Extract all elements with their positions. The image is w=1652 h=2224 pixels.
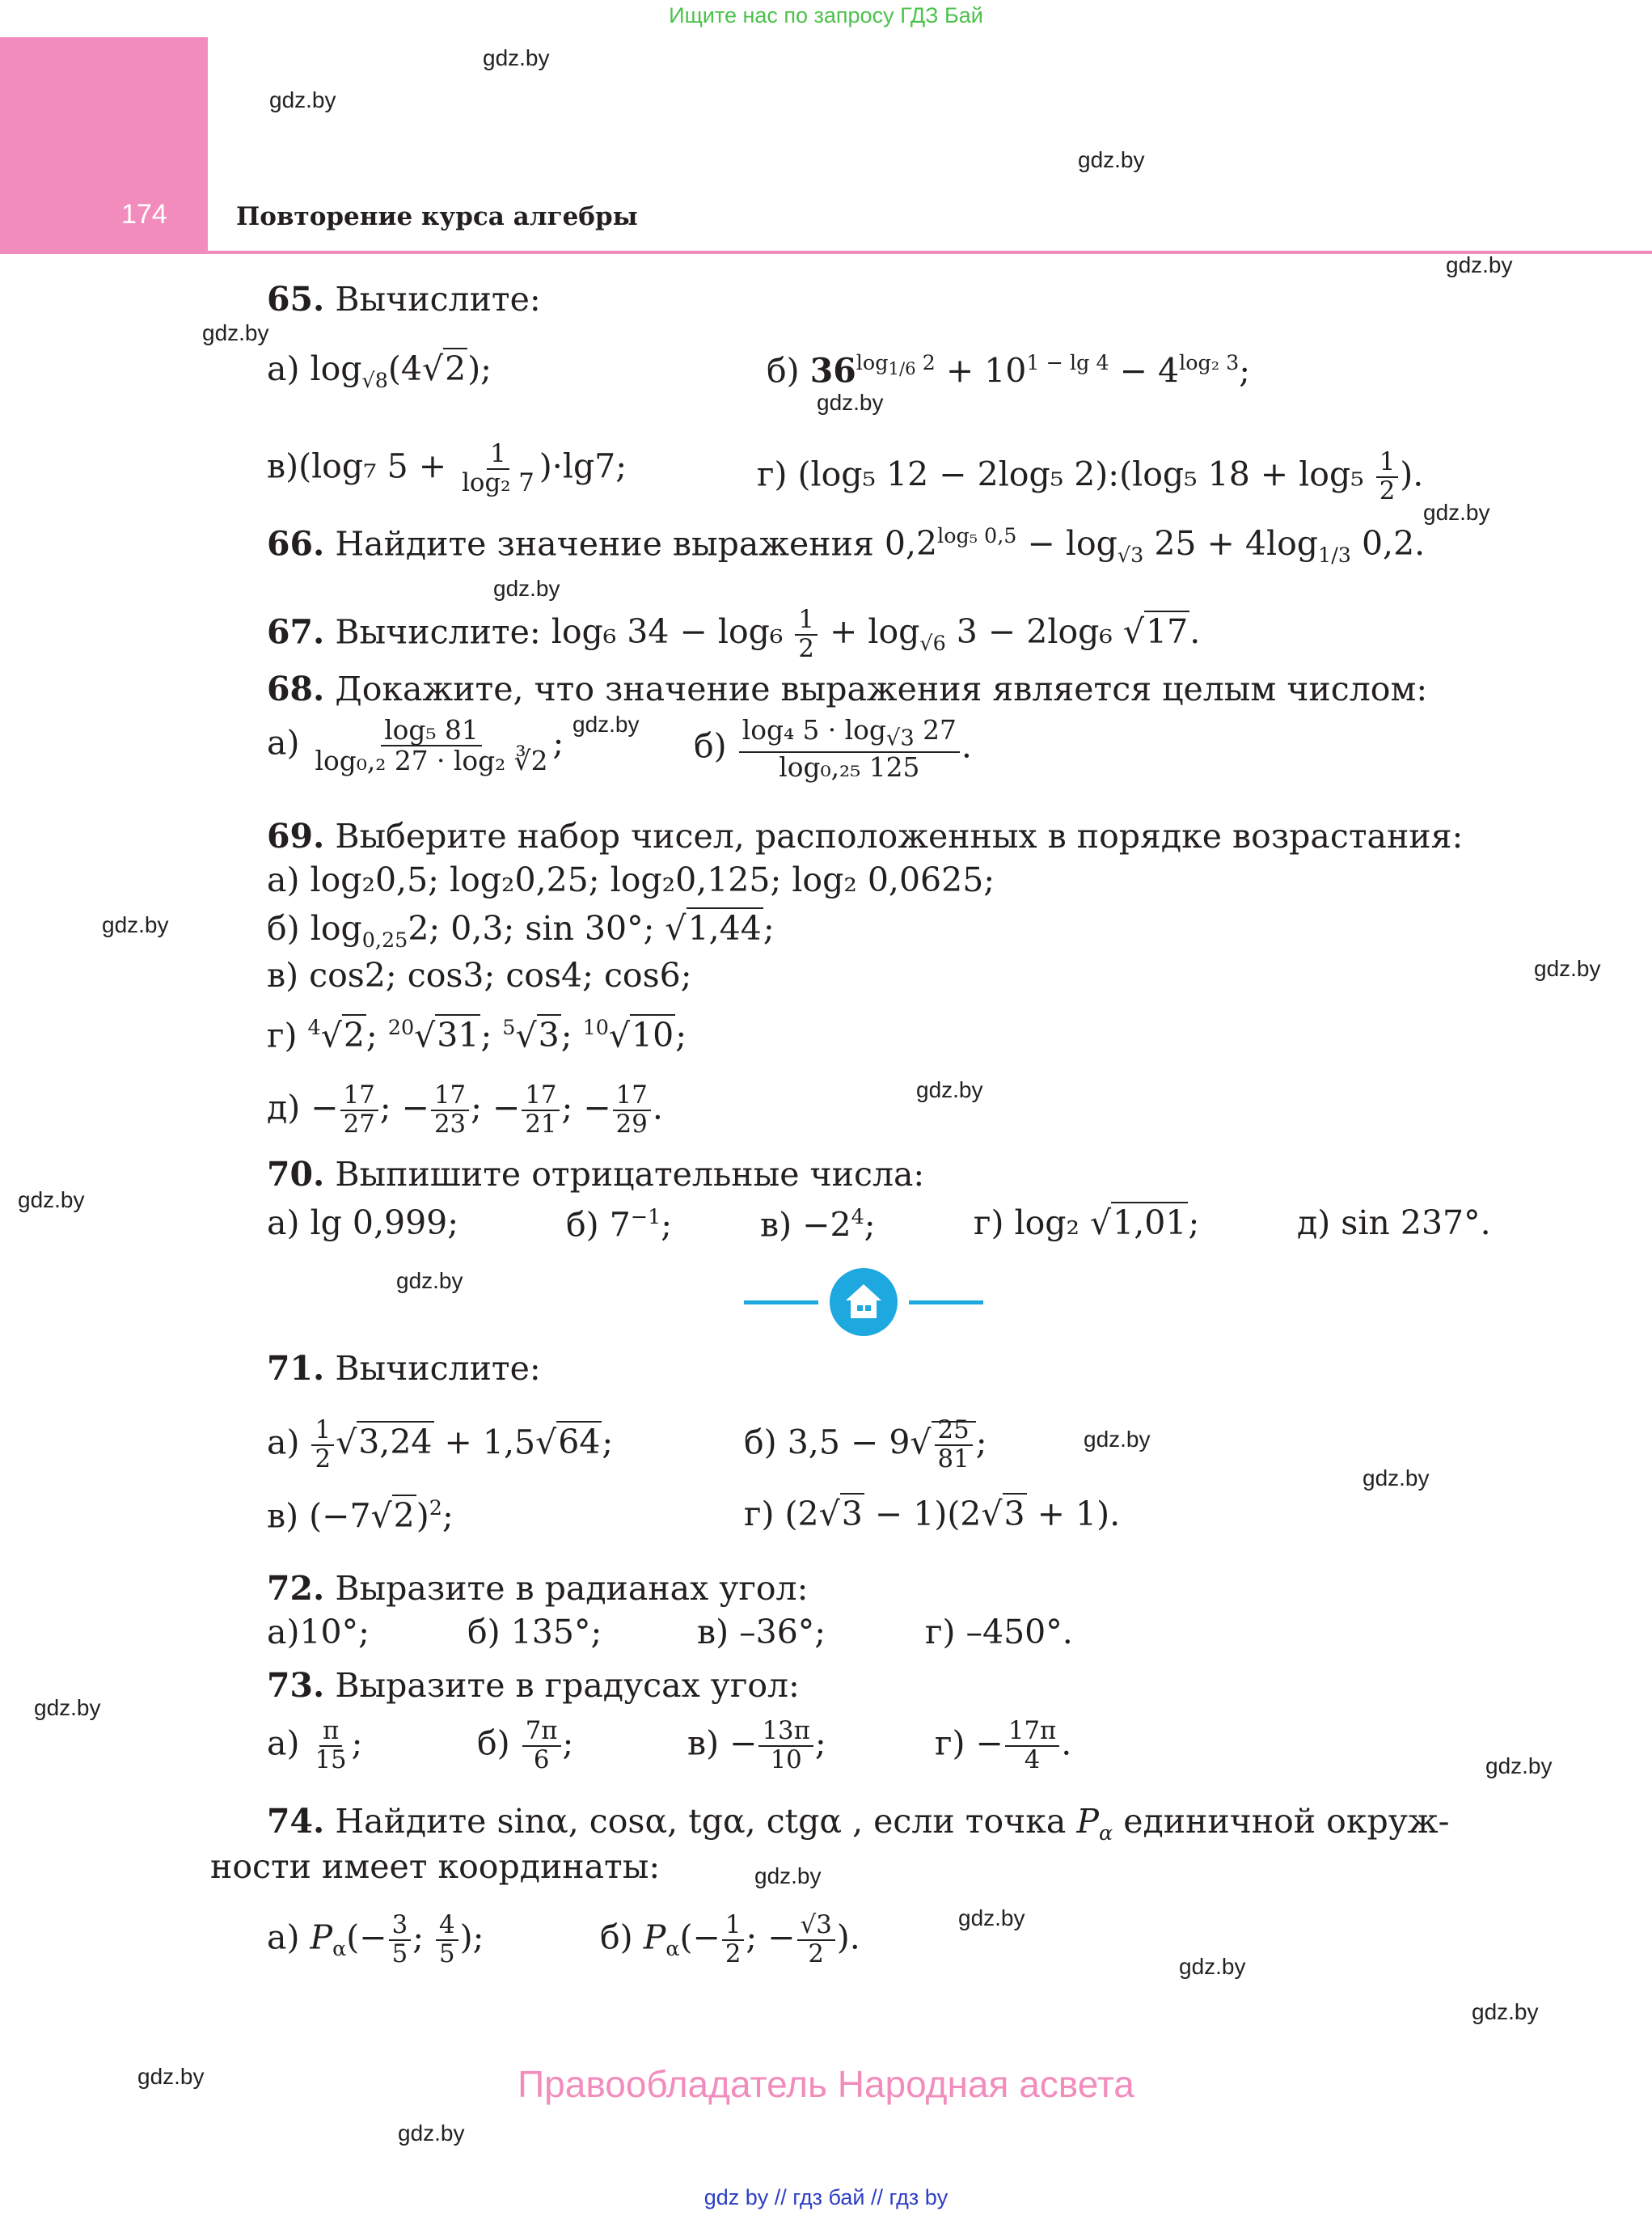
problem-text: Найдите sinα, cosα, tgα, ctgα , если точка xyxy=(335,1802,1067,1841)
watermark: gdz.by xyxy=(754,1863,822,1888)
watermark: gdz.by xyxy=(18,1187,85,1212)
watermark: gdz.by xyxy=(1179,1954,1246,1979)
point-symbol: $P_\alpha$ xyxy=(1076,1802,1113,1845)
problem-text: Выберите набор чисел, расположенных в порядке возрастания: xyxy=(335,817,1464,856)
problem-71v: в) $(-7√2)^2$; xyxy=(267,1495,454,1536)
problem-text: Выразите в градусах угол: xyxy=(335,1666,800,1705)
problem-number: 72. xyxy=(267,1569,325,1608)
problem-65-heading xyxy=(267,280,541,319)
watermark: gdz.by xyxy=(1485,1753,1553,1778)
header-divider xyxy=(0,251,1652,254)
problem-67 xyxy=(267,607,1200,663)
problem-text: Найдите значение выражения xyxy=(335,524,874,564)
problem-72v: в) –36°; xyxy=(697,1613,826,1651)
problem-74a: а) $P_\alpha(-$ $\frac{3}{5}$ ; $\frac{4}{5}$ ); xyxy=(267,1910,484,1968)
problem-72g: г) –450°. xyxy=(925,1613,1073,1651)
problem-69a: а) log₂0,5; log₂0,25; log₂0,125; log₂ 0,0625; xyxy=(267,860,995,899)
problem-66-expr: $0,2^{log_5 0,5} - \log_{√3} 25 + 4\log_{1/3}$ 0,2. xyxy=(884,523,1426,568)
problem-73b: б) $\frac{7\pi}{6}$ ; xyxy=(477,1716,574,1774)
top-banner: Ищите нас по запросу ГДЗ Бай xyxy=(669,3,983,27)
problem-70d: д) sin 237°. xyxy=(1297,1203,1491,1242)
problem-number: 68. xyxy=(267,670,325,708)
problem-69-heading xyxy=(267,817,1464,856)
watermark: gdz.by xyxy=(102,912,169,937)
problem-number: 70. xyxy=(267,1155,325,1194)
problem-70b: б) $7^{-1}$; xyxy=(566,1204,673,1245)
problem-68b: б) $\frac{\log_4 5 \cdot \log_{√3} 27}{\text{log₀,₂₅ 125}}$ . xyxy=(694,715,972,783)
problem-74-line2: ности имеет координаты: xyxy=(210,1847,661,1886)
watermark: gdz.by xyxy=(572,712,640,737)
watermark: gdz.by xyxy=(817,390,884,415)
problem-71-heading xyxy=(267,1349,541,1388)
problem-70-heading xyxy=(267,1155,925,1194)
house-icon xyxy=(830,1268,898,1336)
problem-number: 69. xyxy=(267,817,325,856)
problem-text: Выразите в радианах угол: xyxy=(335,1569,809,1608)
watermark: gdz.by xyxy=(483,45,550,70)
problem-68-heading xyxy=(267,670,1428,708)
problem-text: Вычислите: xyxy=(335,612,541,652)
problem-text: Выпишите отрицательные числа: xyxy=(335,1155,925,1194)
problem-65b: б) $36^{log_{1/6} 2} + 10^{1 - lg 4} - 4^{log_2 3}$; xyxy=(767,350,1251,391)
watermark: gdz.by xyxy=(1084,1427,1151,1452)
problem-69b: б) $\log_{0,25}2$; 0,3; sin 30°; √1,44; xyxy=(267,909,775,952)
problem-number: 67. xyxy=(267,612,325,652)
watermark: gdz.by xyxy=(398,2120,465,2146)
watermark: gdz.by xyxy=(396,1268,463,1293)
problem-70g: г) log₂ √1,01; xyxy=(974,1203,1200,1242)
problem-73a: а) $\frac{\pi}{15}$ ; xyxy=(267,1716,363,1774)
problem-65a: а) $\log_{√8}(4√2)$; xyxy=(267,349,492,392)
watermark: gdz.by xyxy=(1472,1999,1539,2024)
header-pink-block xyxy=(0,37,208,254)
watermark: gdz.by xyxy=(916,1077,983,1102)
problem-71g: г) (2√3 − 1)(2√3 + 1). xyxy=(744,1495,1121,1533)
problem-72b: б) 135°; xyxy=(467,1613,602,1651)
problem-number: 73. xyxy=(267,1666,325,1705)
page-number: 174 xyxy=(121,199,167,230)
problem-71a: а) $\frac{1}{2}$ √3,24 + 1,5√64; xyxy=(267,1415,614,1474)
copyright-watermark: Правообладатель Народная асвета xyxy=(518,2063,1134,2105)
problem-69d: д) − $\frac{17}{27}$ ; − $\frac{17}{23}$ ; − $\frac{17}{21}$ ; − $\frac{17}{29}$ . xyxy=(267,1080,663,1139)
problem-70v: $в) -2^4$; xyxy=(760,1204,876,1245)
problem-text: Вычислите: xyxy=(335,1349,541,1388)
problem-number: 71. xyxy=(267,1349,325,1388)
separator-line-left xyxy=(744,1300,818,1304)
problem-number: 65. xyxy=(267,280,325,319)
problem-70a: а) lg 0,999; xyxy=(267,1203,459,1242)
watermark: gdz.by xyxy=(1078,147,1145,172)
watermark: gdz.by xyxy=(137,2064,205,2089)
watermark: gdz.by xyxy=(958,1905,1025,1930)
watermark: gdz.by xyxy=(1423,500,1490,525)
header-title: Повторение курса алгебры xyxy=(236,202,638,231)
problem-67-expr: log₆ 34 − log₆ $\frac{1}{2}$ + $\log_{√6} 3 - 2\log_6$ √17. xyxy=(551,605,1201,663)
problem-73-heading xyxy=(267,1666,800,1705)
watermark: gdz.by xyxy=(1363,1465,1430,1490)
problem-text: Вычислите: xyxy=(335,280,541,319)
problem-72a: а)10°; xyxy=(267,1613,370,1651)
watermark: gdz.by xyxy=(1534,956,1601,981)
problem-text: Докажите, что значение выражения является целым числом: xyxy=(335,670,1428,708)
problem-number: 66. xyxy=(267,524,325,564)
watermark: gdz.by xyxy=(202,320,269,345)
problem-74b: б) $P_\alpha(-$ $\frac{1}{2}$ ; − $\frac{√3}{2}$ ). xyxy=(600,1910,860,1968)
problem-73v: в) − $\frac{13\pi}{10}$ ; xyxy=(687,1716,826,1774)
watermark: gdz.by xyxy=(34,1695,101,1720)
watermark: gdz.by xyxy=(493,576,560,601)
problem-66 xyxy=(267,523,1426,568)
problem-69v: в) cos2; cos3; cos4; cos6; xyxy=(267,956,692,995)
watermark: gdz.by xyxy=(1446,252,1513,277)
problem-65g: г) (log₅ 12 − 2log₅ 2):(log₅ 18 + log₅ $\frac{1}{2}$ ). xyxy=(757,447,1424,505)
problem-text-end: единичной окруж- xyxy=(1123,1802,1450,1841)
bottom-links[interactable]: gdz by // гдз бай // гдз by xyxy=(703,2185,949,2209)
problem-73g: г) − $\frac{17\pi}{4}$ . xyxy=(935,1716,1072,1774)
problem-number: 74. xyxy=(267,1802,325,1841)
problem-65v: в)(log₇ 5 + $\frac{1}{\text{log₂ 7}}$ )·lg7; xyxy=(267,439,627,497)
problem-71b: б) 3,5 − 9√ $\frac{25}{81}$ ; xyxy=(744,1415,987,1474)
problem-72-heading xyxy=(267,1569,809,1608)
problem-69g: г) $^4$√2; $^{20}$√31; $^5$√3; $^{10}$√10; xyxy=(267,1015,687,1055)
problem-74-heading xyxy=(267,1802,1450,1845)
problem-68a: а) $\frac{\text{log₅ 81}}{\text{log₀,₂ 27 · log₂ ∛2}}$ ; xyxy=(267,715,564,777)
separator-line-right xyxy=(909,1300,983,1304)
watermark: gdz.by xyxy=(269,87,336,112)
